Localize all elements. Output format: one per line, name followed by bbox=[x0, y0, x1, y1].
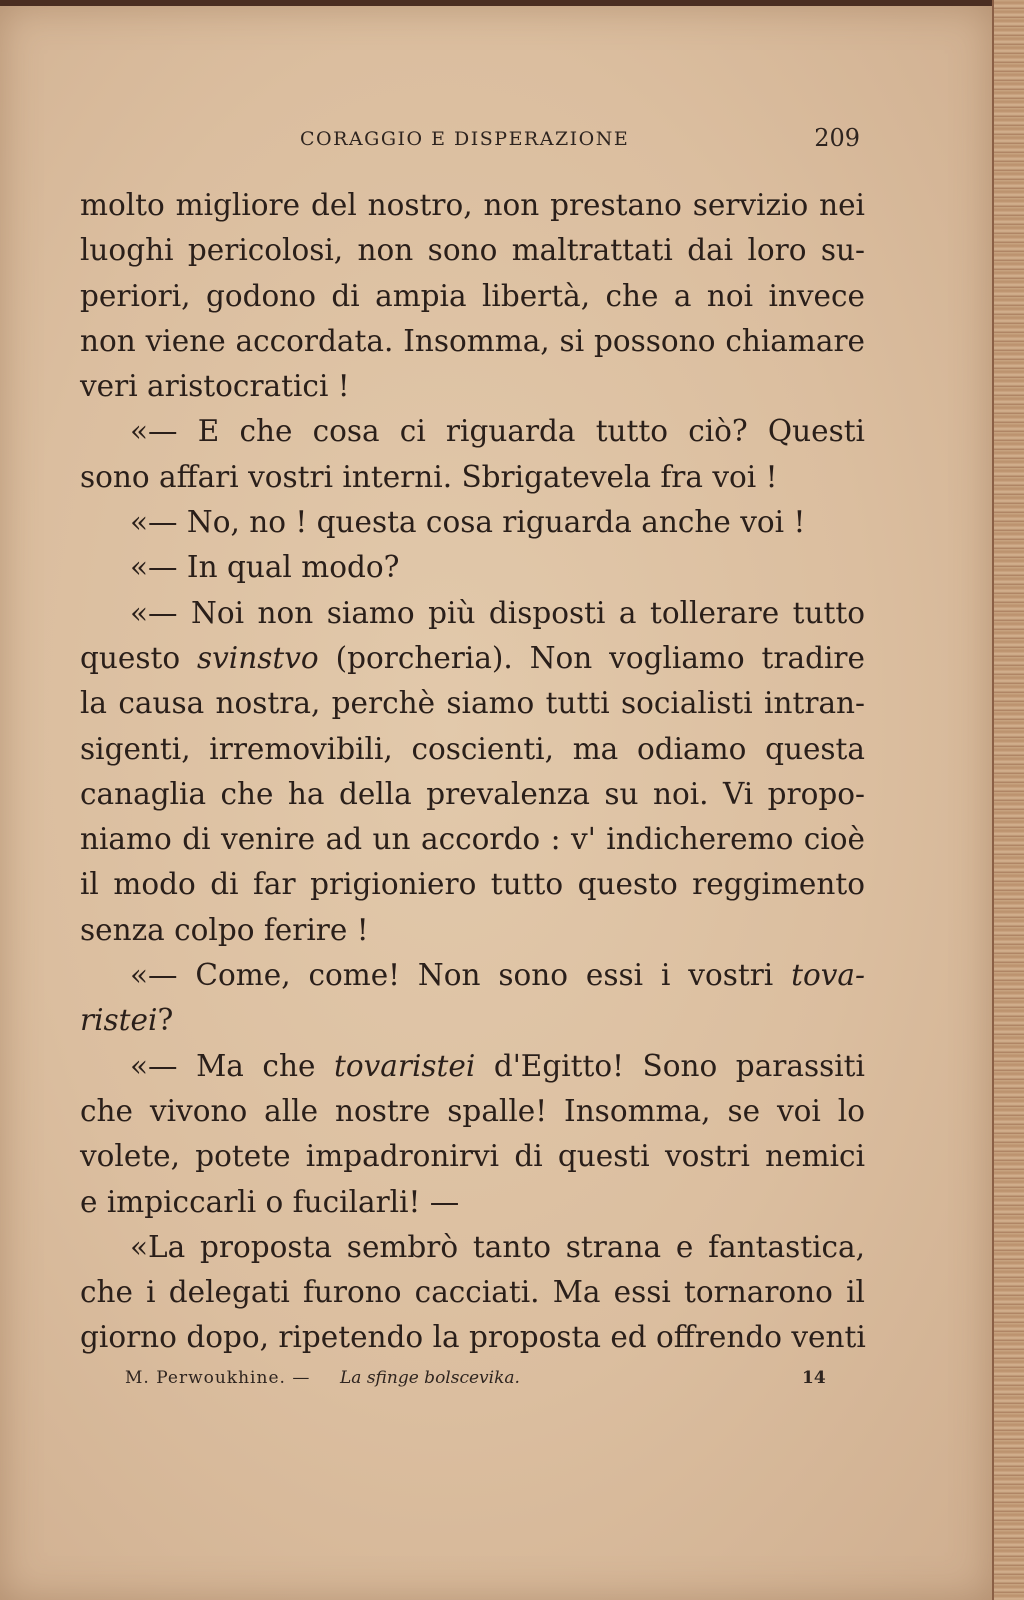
body-text bbox=[80, 183, 865, 1361]
text-line: canaglia che ha della prevalenza su noi. Vi propo- bbox=[80, 776, 865, 811]
text-line: giorno dopo, ripetendo la proposta ed offrendo venti bbox=[80, 1320, 866, 1355]
text-segment: «— Ma che bbox=[130, 1048, 316, 1083]
book-page bbox=[0, 6, 992, 1600]
text-line: il modo di far prigioniero tutto questo reggimento bbox=[80, 867, 865, 902]
text-line: che vivono alle nostre spalle! Insomma, se voi lo bbox=[80, 1093, 865, 1128]
text-line: sigenti, irremovibili, coscienti, ma odiamo questa bbox=[80, 731, 865, 766]
text-segment: (porcheria). Non vogliamo tradire bbox=[335, 640, 865, 675]
italic-term: tova- bbox=[791, 958, 865, 993]
page-footer bbox=[125, 1368, 825, 1398]
text-line: e impiccarli o fucilarli! — bbox=[80, 1184, 460, 1219]
text-line: «— Noi non siamo più disposti a tollerare tutto bbox=[130, 595, 865, 630]
text-line: periori, godono di ampia libertà, che a noi invece bbox=[80, 278, 865, 313]
text-line: volete, potete impadronirvi di questi vostri nemici bbox=[80, 1139, 865, 1174]
text-line: molto migliore del nostro, non prestano servizio nei bbox=[80, 188, 865, 222]
text-line: niamo di venire ad un accordo : v' indicheremo cioè bbox=[80, 822, 865, 857]
text-segment: «— Come, come! Non sono essi i vostri bbox=[130, 958, 774, 993]
text-line bbox=[80, 1044, 865, 1089]
text-segment: d'Egitto! Sono parassiti bbox=[493, 1048, 865, 1083]
page-header bbox=[300, 124, 860, 158]
text-line: senza colpo ferire ! bbox=[80, 912, 369, 947]
page-edge bbox=[992, 0, 1024, 1600]
italic-term: svinstvo bbox=[197, 640, 319, 675]
text-line: la causa nostra, perchè siamo tutti socialisti intran- bbox=[80, 686, 865, 721]
text-line: «— No, no ! questa cosa riguarda anche voi ! bbox=[130, 505, 806, 540]
signature-mark: 14 bbox=[802, 1368, 826, 1388]
text-line: «— In qual modo? bbox=[130, 550, 400, 585]
text-segment: questo bbox=[80, 640, 181, 675]
italic-term: tovaristei bbox=[333, 1048, 476, 1083]
page-number: 209 bbox=[814, 124, 860, 152]
footer-author: M. Perwoukhine. — bbox=[125, 1368, 311, 1388]
text-line: «— E che cosa ci riguarda tutto ciò? Questi bbox=[130, 414, 865, 449]
text-line: veri aristocratici ! bbox=[80, 369, 350, 404]
text-line bbox=[80, 998, 865, 1043]
text-line: non viene accordata. Insomma, si possono chiamare bbox=[80, 323, 865, 358]
text-line: che i delegati furono cacciati. Ma essi tornarono il bbox=[80, 1275, 865, 1310]
text-line: luoghi pericolosi, non sono maltrattati dai loro su- bbox=[80, 233, 865, 268]
text-line bbox=[80, 636, 865, 681]
italic-term: ristei bbox=[80, 1003, 158, 1038]
running-head: CORAGGIO E DISPERAZIONE bbox=[300, 128, 630, 150]
footer-title: La sfinge bolscevika. bbox=[340, 1368, 520, 1388]
text-line: sono affari vostri interni. Sbrigatevela fra voi ! bbox=[80, 459, 778, 494]
text-line bbox=[80, 953, 865, 998]
text-line: «La proposta sembrò tanto strana e fantastica, bbox=[130, 1229, 865, 1264]
text-segment: ? bbox=[157, 1003, 174, 1038]
